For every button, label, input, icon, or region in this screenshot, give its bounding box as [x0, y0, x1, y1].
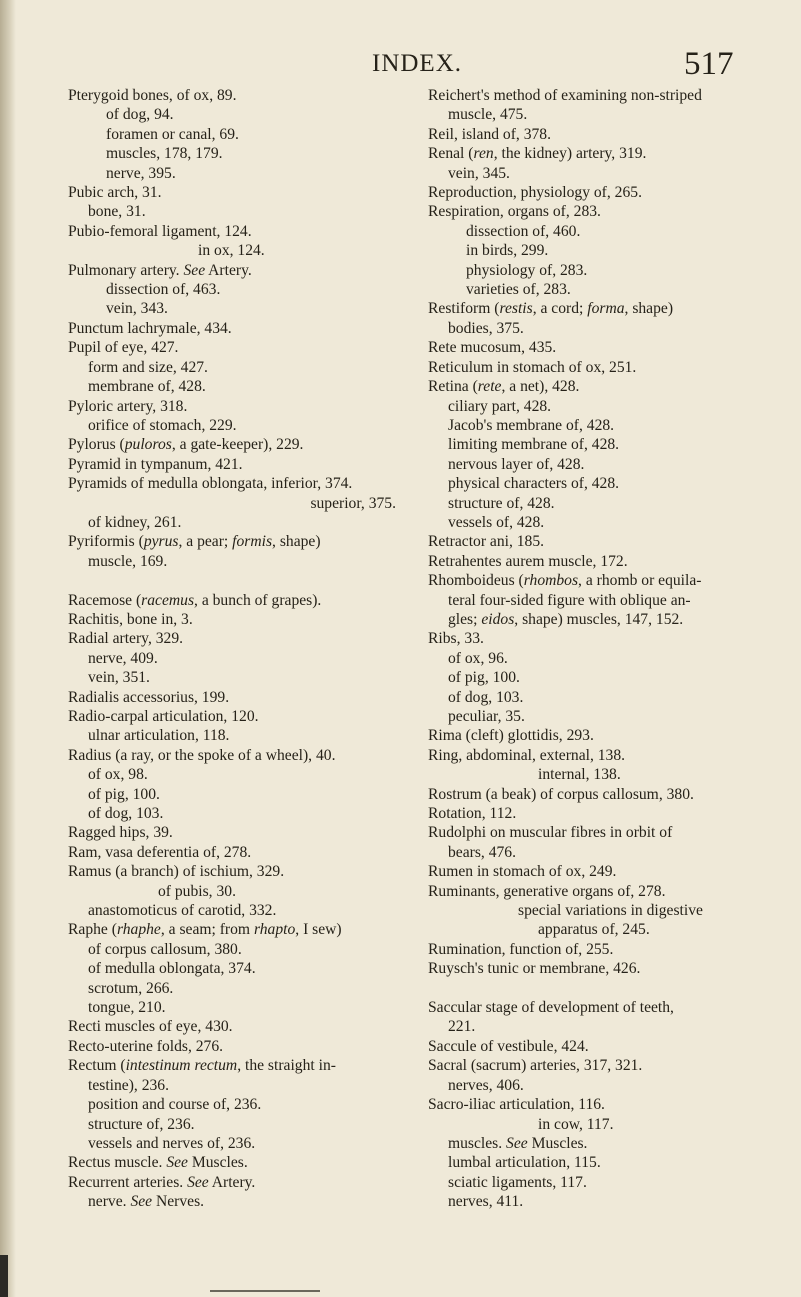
index-entry: ciliary part, 428. [448, 397, 552, 415]
index-entry: of ox, 96. [448, 649, 508, 667]
index-entry: Pupil of eye, 427. [68, 339, 179, 357]
index-entry: nervous layer of, 428. [448, 455, 585, 473]
index-entry: Ribs, 33. [428, 630, 484, 648]
index-entry: Rostrum (a beak) of corpus callosum, 380. [428, 785, 694, 803]
index-entry: Ram, vasa deferentia of, 278. [68, 843, 252, 861]
index-entry: apparatus of, 245. [538, 921, 650, 939]
index-entry: bears, 476. [448, 843, 516, 861]
index-entry: Rumination, function of, 255. [428, 940, 614, 958]
index-entry: vessels of, 428. [448, 513, 545, 531]
index-entry: of dog, 103. [448, 688, 524, 706]
index-entry: Pyriformis (pyrus, a pear; formis, shape) [68, 533, 321, 551]
index-entry: Radial artery, 329. [68, 630, 184, 648]
index-entry: of dog, 94. [106, 106, 174, 124]
index-entry: Recurrent arteries. See Artery. [68, 1173, 256, 1191]
index-entry: Radialis accessorius, 199. [68, 688, 230, 706]
index-entry: Reticulum in stomach of ox, 251. [428, 358, 637, 376]
index-entry: vein, 345. [448, 164, 510, 182]
index-entry: 221. [448, 1018, 476, 1036]
index-entry: internal, 138. [538, 766, 621, 784]
index-entry: foramen or canal, 69. [106, 125, 239, 143]
index-entry: limiting membrane of, 428. [448, 436, 620, 454]
index-entry: Pubic arch, 31. [68, 184, 162, 202]
section-gap [428, 979, 758, 998]
index-entry: Pterygoid bones, of ox, 89. [68, 87, 237, 104]
index-entry: membrane of, 428. [88, 378, 206, 396]
index-entry: Rudolphi on muscular fibres in orbit of [428, 824, 673, 842]
index-entry: scrotum, 266. [88, 979, 174, 997]
index-entry: Ruminants, generative organs of, 278. [428, 882, 666, 900]
index-entry: gles; eidos, shape) muscles, 147, 152. [448, 610, 684, 628]
index-entry: bodies, 375. [448, 319, 524, 337]
bottom-rule [210, 1290, 320, 1292]
index-entry: Reproduction, physiology of, 265. [428, 184, 642, 202]
index-entry: ulnar articulation, 118. [88, 727, 230, 745]
index-entry: lumbal articulation, 115. [448, 1154, 601, 1172]
index-entry: Ramus (a branch) of ischium, 329. [68, 863, 285, 881]
index-entry: Radius (a ray, or the spoke of a wheel), 40. [68, 746, 336, 764]
index-entry: form and size, 427. [88, 358, 208, 376]
index-entry: structure of, 236. [88, 1115, 195, 1133]
index-entry: Rotation, 112. [428, 805, 517, 823]
index-entry: in ox, 124. [198, 242, 265, 260]
index-entry: tongue, 210. [88, 999, 166, 1017]
index-entry: vein, 343. [106, 300, 168, 318]
index-entry: nerves, 411. [448, 1193, 524, 1211]
index-entry: Punctum lachrymale, 434. [68, 319, 232, 337]
index-entry: Retina (rete, a net), 428. [428, 378, 580, 396]
index-entry: physiology of, 283. [466, 261, 588, 279]
index-entry: Racemose (racemus, a bunch of grapes). [68, 591, 322, 609]
index-entry: Saccular stage of development of teeth, [428, 999, 674, 1017]
index-entry: Ring, abdominal, external, 138. [428, 746, 626, 764]
index-entry: Rectum (intestinum rectum, the straight in- [68, 1057, 336, 1075]
index-entry: position and course of, 236. [88, 1096, 262, 1114]
index-entry: of ox, 98. [88, 766, 148, 784]
index-entry: Saccule of vestibule, 424. [428, 1037, 589, 1055]
index-entry: nerves, 406. [448, 1076, 524, 1094]
index-entry: Respiration, organs of, 283. [428, 203, 601, 221]
index-entry: Ragged hips, 39. [68, 824, 173, 842]
spine-binding-mark [0, 1255, 8, 1297]
index-entry: bone, 31. [88, 203, 146, 221]
index-entry: muscle, 169. [88, 552, 168, 570]
index-entry: anastomoticus of carotid, 332. [88, 902, 277, 920]
index-entry: of dog, 103. [88, 805, 164, 823]
index-entry: Pyramid in tympanum, 421. [68, 455, 243, 473]
index-entry: Rete mucosum, 435. [428, 339, 557, 357]
index-entry: Reichert's method of examining non-striped [428, 87, 702, 104]
index-entry: Restiform (restis, a cord; forma, shape) [428, 300, 674, 318]
index-entry: Pylorus (puloros, a gate-keeper), 229. [68, 436, 304, 454]
index-entry: Rhomboideus (rhombos, a rhomb or equila- [428, 572, 702, 590]
index-entry: vein, 351. [88, 669, 150, 687]
index-entry: nerve, 395. [106, 164, 176, 182]
index-entry: Pyramids of medulla oblongata, inferior, 374. [68, 475, 353, 493]
index-entry: Rima (cleft) glottidis, 293. [428, 727, 594, 745]
index-entry: of pubis, 30. [158, 882, 236, 900]
index-entry: dissection of, 460. [466, 222, 581, 240]
index-entry: Ruysch's tunic or membrane, 426. [428, 960, 641, 978]
index-entry: muscles. See Muscles. [448, 1134, 588, 1152]
page-number: 517 [684, 46, 734, 82]
index-entry: Rectus muscle. See Muscles. [68, 1154, 248, 1172]
index-entry: superior, 375. [310, 494, 396, 512]
index-entry: of pig, 100. [448, 669, 520, 687]
index-entry: of medulla oblongata, 374. [88, 960, 256, 978]
running-header-title: INDEX. [372, 50, 463, 77]
index-entry: Sacral (sacrum) arteries, 317, 321. [428, 1057, 643, 1075]
index-entry: special variations in digestive [518, 902, 703, 920]
index-entry: varieties of, 283. [466, 281, 571, 299]
index-entry: peculiar, 35. [448, 708, 525, 725]
index-entry: Sacro-iliac articulation, 116. [428, 1096, 605, 1114]
index-entry: in birds, 299. [466, 242, 549, 260]
index-column-left [68, 86, 408, 1212]
index-entry: Rumen in stomach of ox, 249. [428, 863, 617, 881]
index-entry: Recto-uterine folds, 276. [68, 1037, 224, 1055]
index-entry: of kidney, 261. [88, 513, 182, 531]
index-entry: testine), 236. [88, 1076, 169, 1094]
index-entry: in cow, 117. [538, 1115, 614, 1133]
index-entry: muscles, 178, 179. [106, 145, 223, 163]
index-entry: structure of, 428. [448, 494, 555, 512]
index-entry: Retrahentes aurem muscle, 172. [428, 552, 628, 570]
index-entry: muscle, 475. [448, 106, 528, 124]
index-entry: teral four-sided figure with oblique an- [448, 591, 691, 609]
index-entry: Renal (ren, the kidney) artery, 319. [428, 145, 647, 163]
section-gap [68, 571, 408, 590]
index-entry: nerve, 409. [88, 649, 158, 667]
index-entry: orifice of stomach, 229. [88, 416, 237, 434]
index-entry: Reil, island of, 378. [428, 125, 552, 143]
index-entry: nerve. See Nerves. [88, 1193, 205, 1211]
index-entry: Raphe (rhaphe, a seam; from rhapto, I sew) [68, 921, 342, 939]
index-entry: Jacob's membrane of, 428. [448, 416, 615, 434]
index-entry: dissection of, 463. [106, 281, 221, 299]
index-entry: Rachitis, bone in, 3. [68, 610, 193, 628]
book-spine-shadow [0, 0, 16, 1297]
index-entry: physical characters of, 428. [448, 475, 620, 493]
index-entry: Recti muscles of eye, 430. [68, 1018, 233, 1036]
index-entry: Pulmonary artery. See Artery. [68, 261, 252, 279]
index-entry: Pubio-femoral ligament, 124. [68, 222, 252, 240]
index-entry: Radio-carpal articulation, 120. [68, 707, 259, 725]
index-entry: of pig, 100. [88, 785, 160, 803]
index-column-right [428, 86, 758, 1212]
index-entry: Pyloric artery, 318. [68, 397, 188, 415]
index-entry: of corpus callosum, 380. [88, 940, 242, 958]
index-entry: Retractor ani, 185. [428, 533, 545, 551]
index-entry: vessels and nerves of, 236. [88, 1134, 256, 1152]
index-entry: sciatic ligaments, 117. [448, 1173, 587, 1191]
